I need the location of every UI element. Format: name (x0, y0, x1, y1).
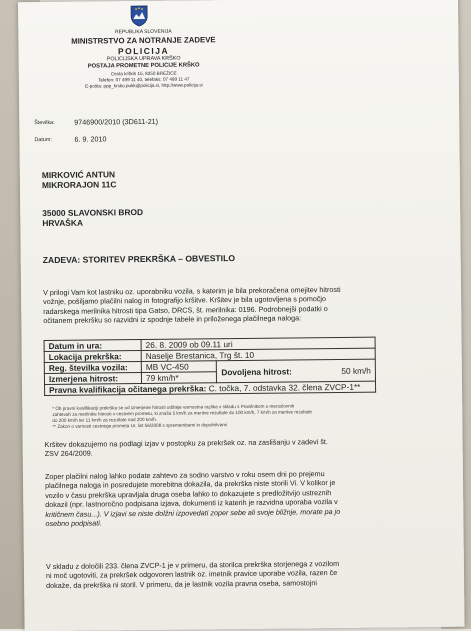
paragraph-line: dokazil (npr. lastnoročno podpisana izjava, dokumenti iz katerih je razvidna uporaba vozila v (45, 497, 338, 510)
paragraph-line: ni moč ugotoviti, za prekršek odgovoren lastnik oz. imetnik pravice uporabe vozila, razen če (45, 568, 338, 581)
location-label: Lokacija prekrška: (44, 351, 141, 363)
paragraph-line: Zoper plačilni nalog lahko podate zahtevo za sodno varstvo v roku osem dni po prejemu (44, 469, 325, 482)
location-value: Naselje Brestanica, Trg št. 10 (141, 348, 375, 361)
header-station: POSTAJA PROMETNE POLICIJE KRŠKO (87, 62, 200, 70)
header-directorate: POLICIJSKA UPRAVA KRŠKO (106, 55, 181, 63)
liability-paragraph (46, 558, 446, 590)
paragraph-line: vozilo v času prekrška upravljala druga oseba lahko to dokazujete s predložitvijo ustreznih (45, 487, 332, 500)
date-label: Datum: (34, 136, 52, 144)
recipient-city: 35000 SLAVONSKI BROD (42, 207, 144, 219)
number-label: Številka: (34, 119, 55, 127)
qualification-label: Pravna kvalifikacija očitanega prekrška: (49, 383, 207, 395)
paragraph-line: ZSV 264/2009. (44, 448, 93, 459)
plate-value: MB VC-450 (141, 361, 217, 373)
subject-line: ZADEVA: STORITEV PREKRŠKA – OBVESTILO (42, 253, 236, 266)
offence-table (44, 337, 377, 396)
footnote-line: ** Zakon o varnosti cestnega prometa Ur. list 56/2008 s spremembami in dopolnitvami (52, 422, 228, 429)
allowed-speed-value: 50 km/h (341, 365, 371, 376)
header-republic: REPUBLIKA SLOVENIJA (114, 28, 172, 36)
date-time-value: 26. 8. 2009 ob 09.11 uri (141, 337, 375, 350)
plate-label: Reg. številka vozila: (44, 362, 141, 374)
intro-line: radarskega merilnika hitrosti tipa Gatso, DRCS, št. merilnika: 0196. Podrobnejši podatki o (43, 303, 328, 316)
paragraph-line: kritičnem času...). V izjavi se niste dolžni izpovedati zoper sebe ali svoje bližnje, morate pa jo (45, 506, 341, 519)
evidence-paragraph (45, 436, 445, 459)
appeal-paragraph (45, 468, 446, 529)
header-police: POLICIJA (117, 45, 170, 57)
letter-date: 6. 9. 2010 (74, 134, 107, 144)
allowed-speed-cell (217, 359, 376, 383)
paragraph-line: osebno podpisati. (45, 518, 102, 529)
paragraph-line: plačilnega naloga in posredujete morebitna dokazila, da prekrška niste storili Vi. V kolikor je (45, 478, 336, 491)
recipient-name: MIRKOVIĆ ANTUN (41, 169, 116, 181)
measured-speed-label: Izmerjena hitrost: (44, 373, 141, 385)
reference-number: 9746900/2010 (3D611-21) (74, 116, 159, 127)
footnote-line: * Ob pravni kvalifikaciji prekrška se od izmerjene hitrosti odšteje varnostna razlika v skladu s Pravilnikom o meroslovnih (52, 403, 295, 411)
qualification-value: C. točka, 7. odstavka 32. člena ZVCP-1** (208, 381, 361, 394)
measured-speed-value: 79 km/h* (141, 372, 217, 384)
paragraph-line: dokaže, da prekrška ni storil. V primeru, da je lastnik vozila pravna oseba, samostojni (46, 578, 318, 590)
header-email: E-pošta: ppp_krsko.pukk@policija.si, http://www.policija.si (85, 82, 203, 89)
intro-line: vožnje, pošiljamo plačilni nalog in fotografijo kršitve. Kršitev je bila ugotovljena s pomočjo (43, 294, 327, 307)
letter-page (18, 0, 465, 631)
intro-line: V prilogi Vam kot lastniku oz. uporabniku vozila, s katerim je bila prekoračena omejitev hitrosti (43, 284, 341, 298)
recipient-country: HRVAŠKA (42, 217, 84, 229)
header-address: Cesta krških 15, 8250 BREŽICE (110, 70, 177, 77)
paragraph-line: Kršitev dokazujemo na podlagi izjav v postopku za prekršek oz. na zaslišanju v zadevi št. (44, 437, 328, 450)
footnote-line: zahtevah za merilnike hitrosti v cestnem prometu, ki znaša 5 km/h za meritve rezultate do 100 km/h, 7 km/h za meritve rezultate (52, 409, 312, 417)
recipient-street: MIKRORAJON 11C (41, 179, 117, 191)
footnote-line: do 200 km/h ter 11 km/h za rezultate nad 200 km/h. (52, 416, 158, 423)
coat-of-arms-icon (130, 5, 148, 27)
header-phone: Telefon: 07 499 11 40, telefaks: 07 499 11 47 (98, 76, 190, 83)
allowed-speed-label: Dovoljena hitrost: (221, 365, 292, 377)
intro-paragraph (43, 284, 443, 326)
intro-line: očitanem prekršku so razvidni iz spodnje tabele in priloženega plačilnega naloga: (43, 313, 302, 326)
paragraph-line: V skladu z določili 233. člena ZVCP-1 je v primeru, da storilca prekrška storjenega z vozilom (45, 558, 340, 572)
header-ministry: MINISTRSTVO ZA NOTRANJE ZADEVE (71, 35, 216, 46)
date-time-label: Datum in ura: (44, 340, 141, 352)
